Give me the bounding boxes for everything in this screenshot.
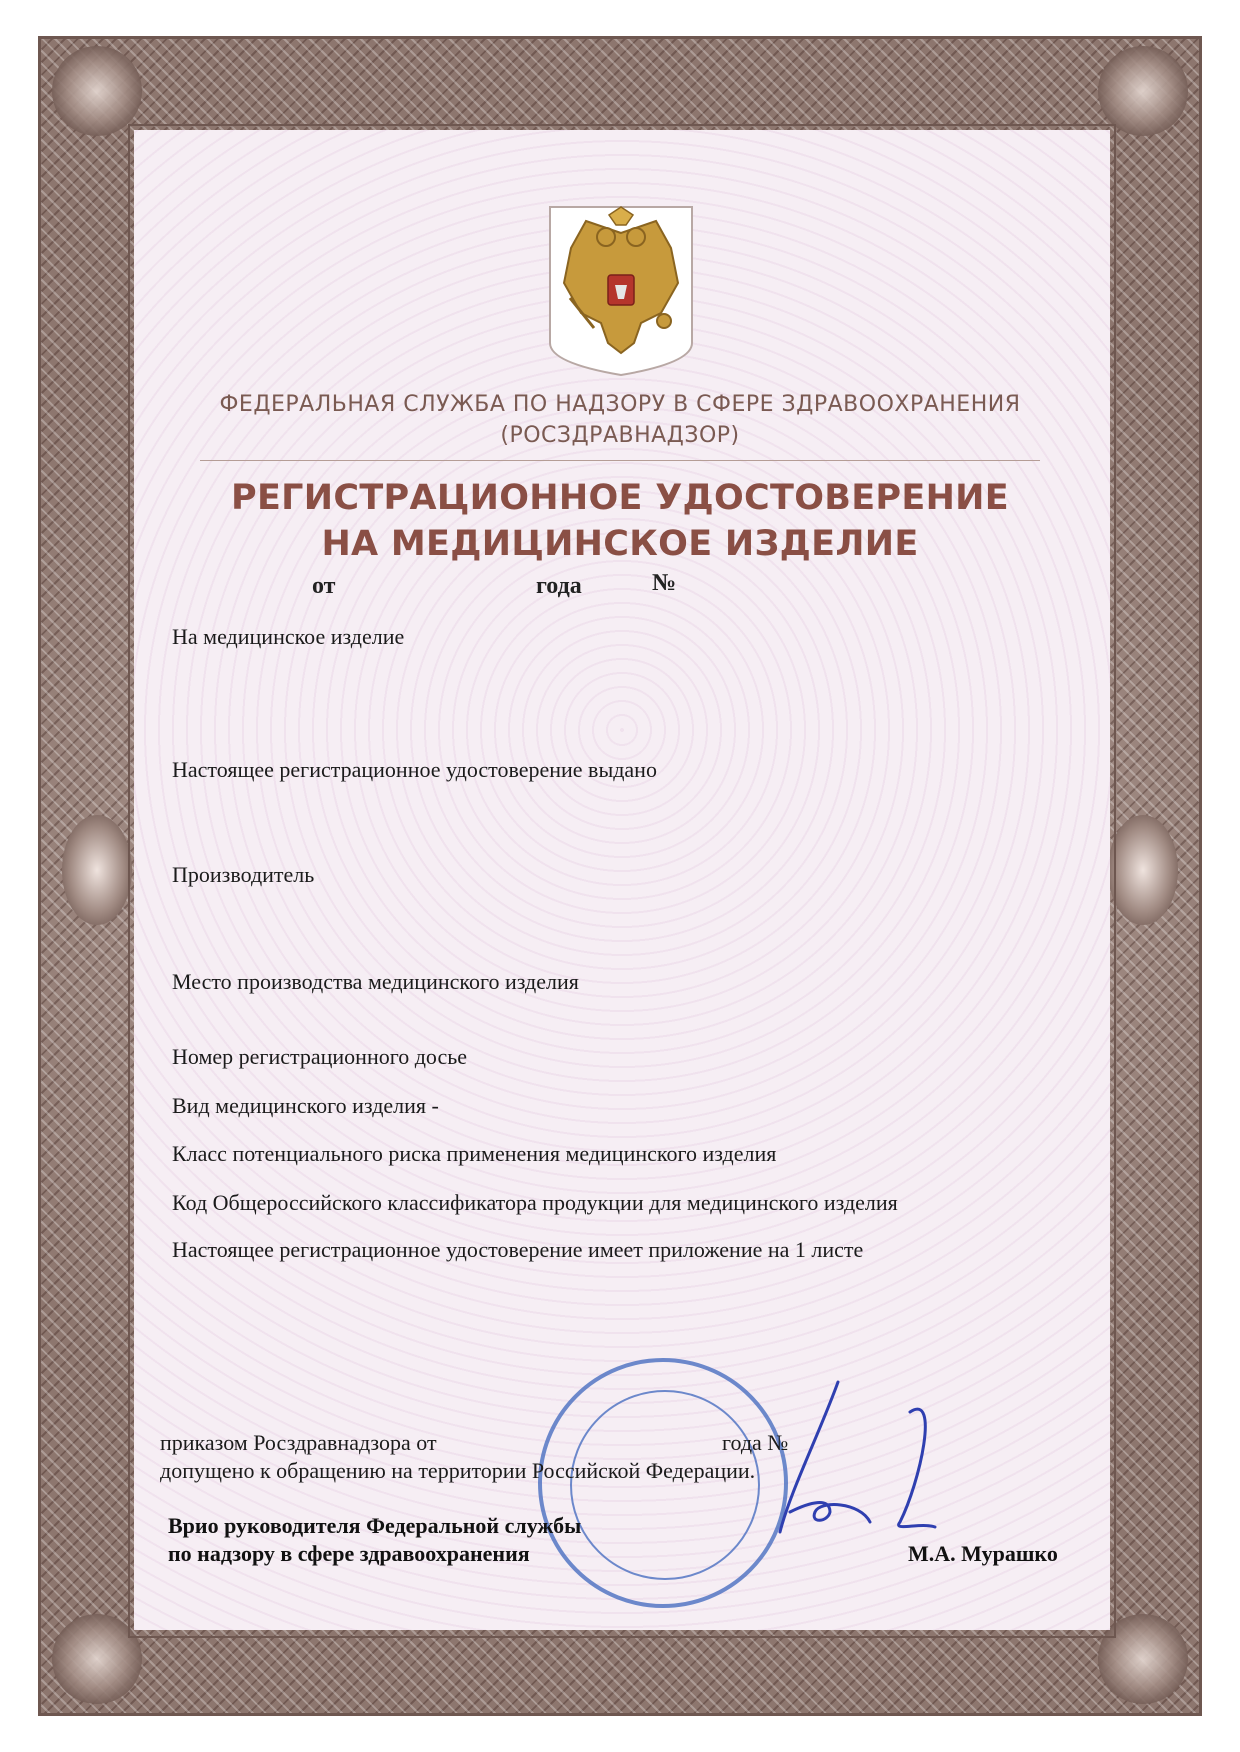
agency-abbreviation: (РОСЗДРАВНАДЗОР) (500, 423, 740, 448)
order-reference-prefix: приказом Росздравнадзора от (160, 1430, 437, 1455)
date-from-label: от (312, 573, 336, 599)
field-manufacturer: Производитель (172, 862, 315, 887)
order-reference-suffix: года № (722, 1430, 789, 1455)
corner-ornament-top-left (52, 46, 142, 136)
signatory-name: М.А. Мурашко (908, 1541, 1058, 1566)
field-medical-device: На медицинское изделие (172, 624, 405, 649)
field-okp-code: Код Общероссийского классификатора продукции для медицинского изделия (172, 1190, 898, 1215)
field-appendix: Настоящее регистрационное удостоверение имеет приложение на 1 листе (172, 1237, 864, 1262)
signatory-title-line2: по надзору в сфере здравоохранения (168, 1541, 530, 1566)
field-dossier-number: Номер регистрационного досье (172, 1044, 468, 1069)
handwritten-signature (760, 1372, 960, 1552)
field-device-type: Вид медицинского изделия - (172, 1093, 439, 1118)
document-title-line2: НА МЕДИЦИНСКОЕ ИЗДЕЛИЕ (321, 524, 919, 564)
field-production-place: Место производства медицинского изделия (172, 969, 579, 994)
corner-ornament-top-right (1098, 46, 1188, 136)
field-issued-to: Настоящее регистрационное удостоверение выдано (172, 757, 657, 782)
document-title-line1: РЕГИСТРАЦИОННОЕ УДОСТОВЕРЕНИЕ (231, 478, 1009, 518)
signatory-title-line1: Врио руководителя Федеральной службы (168, 1513, 582, 1538)
header-divider (200, 460, 1040, 461)
order-approval-text: допущено к обращению на территории Российской Федерации. (160, 1458, 756, 1483)
agency-name: ФЕДЕРАЛЬНАЯ СЛУЖБА ПО НАДЗОРУ В СФЕРЕ ЗДРАВООХРАНЕНИЯ (219, 392, 1021, 417)
side-ornament-left (62, 815, 132, 925)
coat-of-arms-icon (546, 203, 696, 379)
side-ornament-right (1108, 815, 1178, 925)
number-label: № (652, 570, 677, 596)
field-risk-class: Класс потенциального риска применения медицинского изделия (172, 1141, 777, 1166)
year-label: года (536, 573, 582, 599)
